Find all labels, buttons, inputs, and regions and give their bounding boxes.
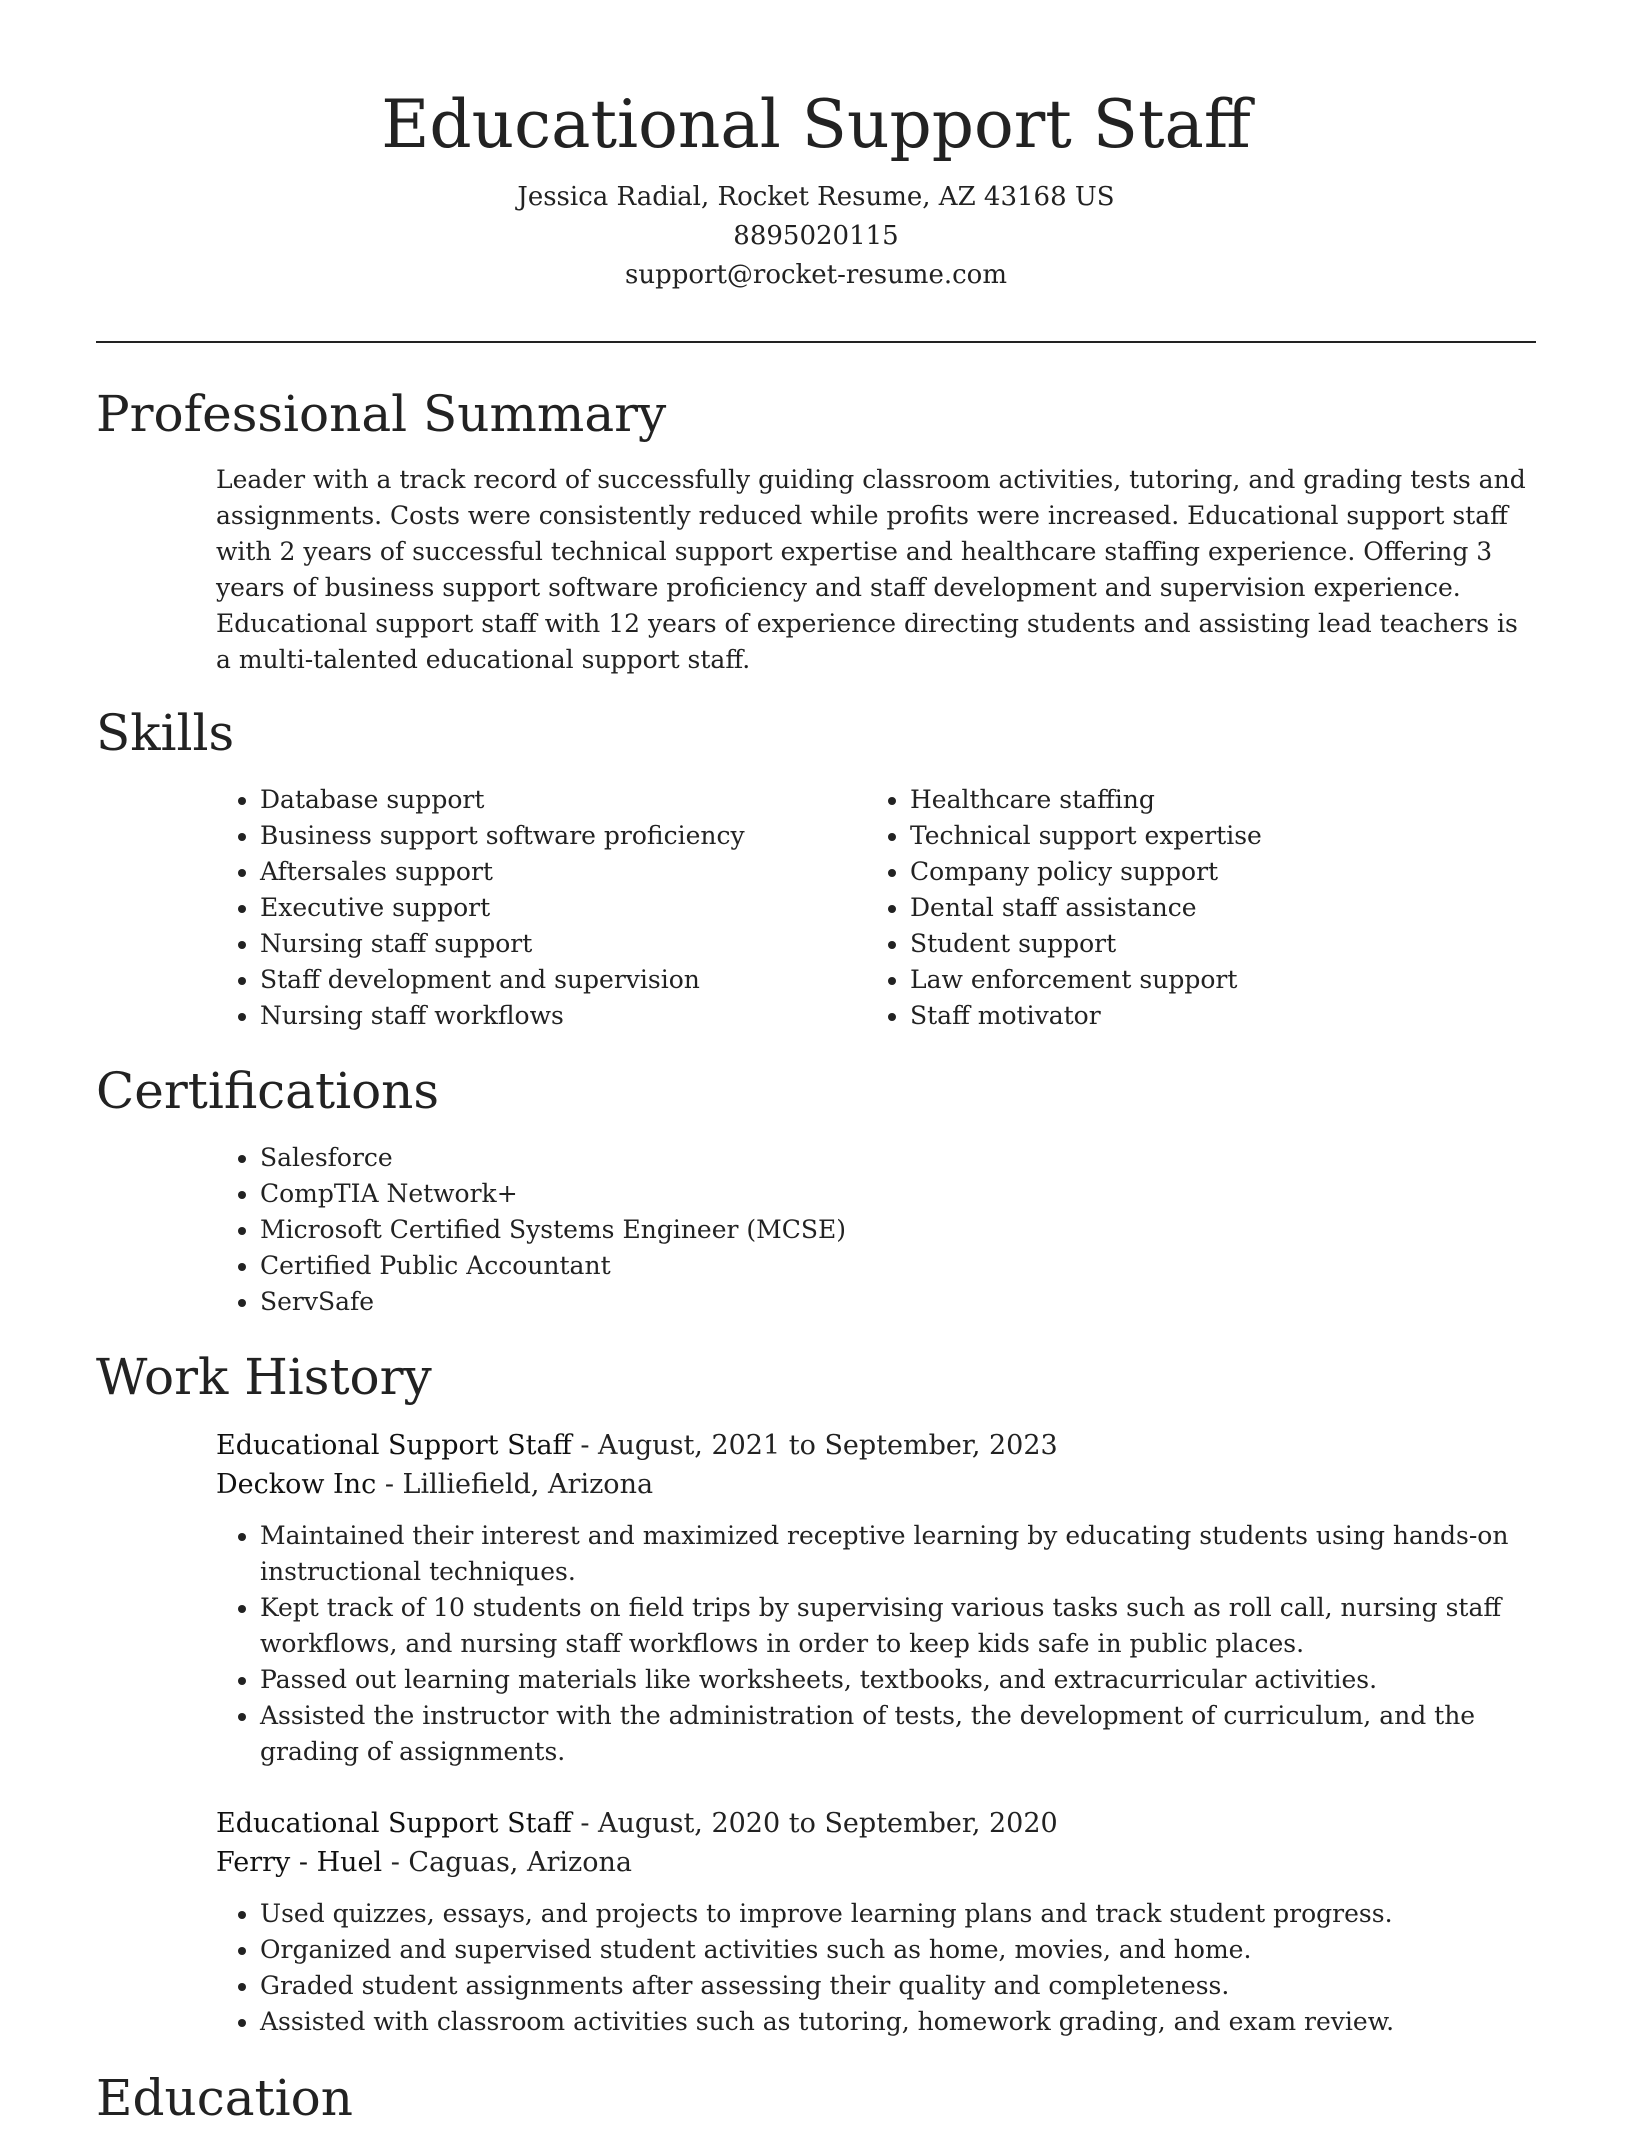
skill-item: • Student support [910,926,1536,962]
skill-item: • Company policy support [910,854,1536,890]
skill-item: • Technical support expertise [910,818,1536,854]
certifications-list [216,1140,1536,1320]
certification-item: • Microsoft Certified Systems Engineer (MCSE) [260,1212,1536,1248]
certification-item: • Certified Public Accountant [260,1248,1536,1284]
skills-heading: Skills [96,704,235,762]
job-entry [216,1804,1536,2040]
education-heading: Education [96,2069,353,2127]
job-location: - Caguas, Arizona [382,1847,632,1878]
certification-item: • CompTIA Network+ [260,1176,1536,1212]
skill-item: • Dental staff assistance [910,890,1536,926]
job-dates: - August, 2020 to September, 2020 [571,1808,1058,1839]
contact-phone: 8895020115 [733,221,899,251]
job-title-line [216,1804,1536,1843]
skill-item: • Database support [260,782,856,818]
certifications-heading: Certifications [96,1062,440,1120]
skill-item: • Law enforcement support [910,962,1536,998]
job-company: Ferry - Huel [216,1847,383,1878]
job-duty: • Kept track of 10 students on field trips by supervising various tasks such as roll call, nursing staff workflows, and nursing staff workflows in order to keep kids safe in public places. [260,1590,1536,1662]
job-entry [216,1426,1536,1770]
contact-block [0,178,1632,295]
job-title: Educational Support Staff [216,1808,572,1839]
skill-item: • Nursing staff workflows [260,998,856,1034]
work-history-heading: Work History [96,1348,432,1406]
resume-header [0,82,1632,295]
job-duty: • Assisted with classroom activities such as tutoring, homework grading, and exam review. [260,2004,1536,2040]
skill-item: • Healthcare staffing [910,782,1536,818]
summary-heading: Professional Summary [96,385,667,443]
job-duties-list [216,1896,1536,2040]
job-title: Educational Support Staff [216,1430,572,1461]
job-company-line [216,1465,1536,1504]
skills-left-column [216,782,856,1034]
job-duty: • Used quizzes, essays, and projects to improve learning plans and track student progress. [260,1896,1536,1932]
certification-item: • ServSafe [260,1284,1536,1320]
skill-item: • Staff motivator [910,998,1536,1034]
job-company-line [216,1843,1536,1882]
skills-right-column [866,782,1536,1034]
header-divider [96,341,1536,343]
skills-list-right [866,782,1536,1034]
job-duty: • Assisted the instructor with the administration of tests, the development of curriculum, and the grading of assignments. [260,1698,1536,1770]
job-duty: • Graded student assignments after assessing their quality and completeness. [260,1968,1536,2004]
job-company: Deckow Inc [216,1469,377,1500]
job-duty: • Organized and supervised student activities such as home, movies, and home. [260,1932,1536,1968]
skill-item: • Aftersales support [260,854,856,890]
contact-address: Jessica Radial, Rocket Resume, AZ 43168 US [517,182,1115,212]
skill-item: • Business support software proficiency [260,818,856,854]
job-duties-list [216,1518,1536,1770]
page-title: Educational Support Staff [381,86,1251,163]
certification-item: • Salesforce [260,1140,1536,1176]
certifications-block [216,1140,1536,1320]
skills-list-left [216,782,856,1034]
job-duty: • Maintained their interest and maximized receptive learning by educating students using hands-on instructional techniques. [260,1518,1536,1590]
job-title-line [216,1426,1536,1465]
job-duty: • Passed out learning materials like worksheets, textbooks, and extracurricular activities. [260,1662,1536,1698]
skill-item: • Nursing staff support [260,926,856,962]
skill-item: • Staff development and supervision [260,962,856,998]
summary-text: Leader with a track record of successfully guiding classroom activities, tutoring, and grading tests and assignments. Costs were consistently reduced while profits were increased. Educational support staff with 2 years of successful technical support expertise and healthcare staffing experience. Offering 3 years of business support software proficiency and staff development and supervision experience. Educational support staff with 12 years of experience directing students and assisting lead teachers is a multi-talented educational support staff. [216,465,1526,674]
skill-item: • Executive support [260,890,856,926]
job-location: - Lilliefield, Arizona [376,1469,654,1500]
contact-email: support@rocket-resume.com [624,260,1007,290]
job-dates: - August, 2021 to September, 2023 [571,1430,1058,1461]
